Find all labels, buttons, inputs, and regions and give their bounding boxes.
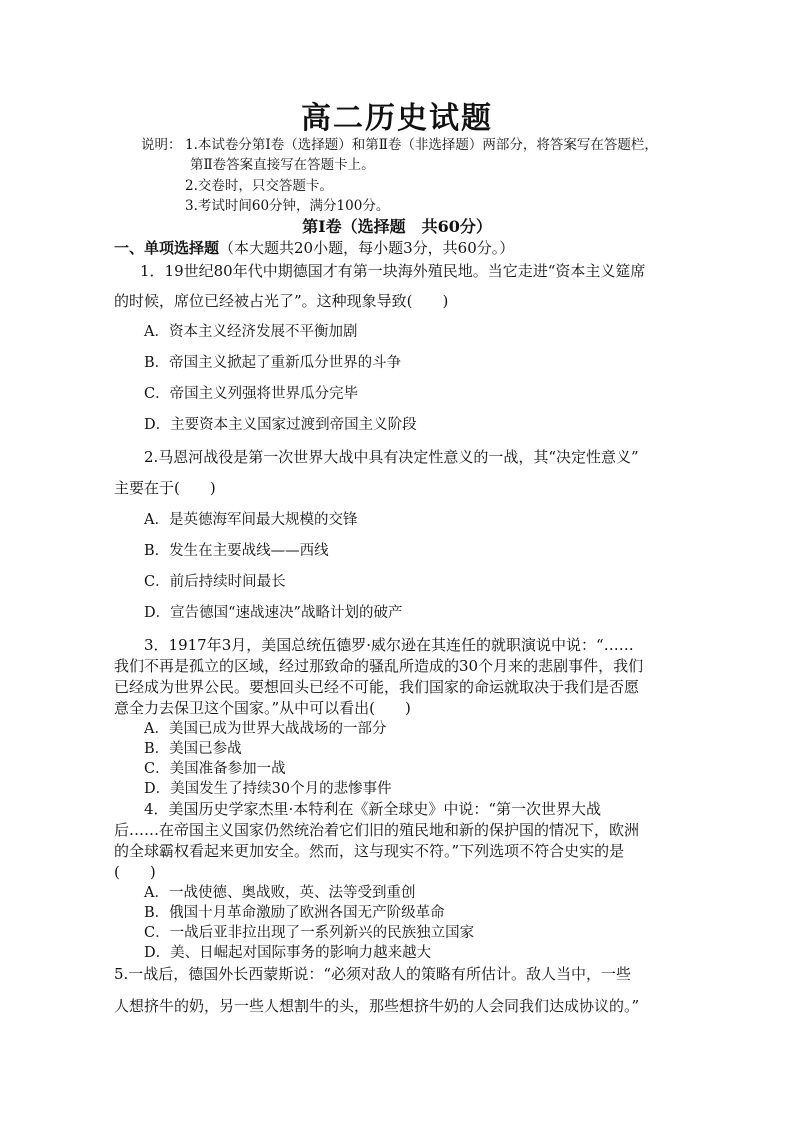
q2-option-a: A．是英德海军间最大规模的交锋 (144, 512, 358, 528)
q4-line-1: 4．美国历史学家杰里·本特利在《新全球史》中说：“第一次世界大战 (144, 800, 601, 818)
q3-option-b: B．美国已参战 (144, 741, 242, 757)
q3-option-a: A．美国已成为世界大战战场的一部分 (144, 721, 387, 737)
q3-line-2: 我们不再是孤立的区域，经过那致命的骚乱所造成的30个月来的悲剧事件，我们 (114, 657, 644, 675)
note-1a: 1.本试卷分第Ⅰ卷（选择题）和第Ⅱ卷（非选择题）两部分，将答案写在答题栏， (185, 137, 658, 153)
q1-option-b: B．帝国主义掀起了重新瓜分世界的斗争 (144, 355, 402, 371)
q5-line-1: 5.一战后，德国外长西蒙斯说：“必须对敌人的策略有所估计。敌人当中，一些 (114, 965, 631, 983)
section-title: 第Ⅰ卷（选择题 共60分） (302, 217, 492, 236)
q4-option-c: C．一战后亚非拉出现了一系列新兴的民族独立国家 (144, 925, 475, 941)
note-1b: 第Ⅱ卷答案直接写在答题卡上。 (190, 157, 375, 173)
notes-label: 说明： (141, 137, 182, 153)
q1-line-1: 1．19世纪80年代中期德国才有第一块海外殖民地。当它走进“资本主义筵席 (140, 262, 646, 280)
q3-line-4: 意全力去保卫这个国家。”从中可以看出( ) (114, 699, 411, 717)
part-label: 一、单项选择题 (114, 239, 220, 257)
page-title: 高二历史试题 (301, 101, 493, 136)
q3-line-1: 3．1917年3月，美国总统伍德罗·威尔逊在其连任的就职演说中说：“…… (144, 636, 634, 654)
q2-option-c: C．前后持续时间最长 (144, 574, 286, 590)
q2-option-d: D．宣告德国“速战速决”战略计划的破产 (144, 605, 403, 621)
note-3: 3.考试时间60分钟，满分100分。 (185, 198, 390, 214)
q1-option-c: C．帝国主义列强将世界瓜分完毕 (144, 386, 359, 402)
q4-line-4: ( ) (114, 863, 156, 881)
q4-option-b: B．俄国十月革命激励了欧洲各国无产阶级革命 (144, 905, 445, 921)
part-heading (114, 237, 514, 258)
q4-line-3: 的全球霸权看起来更加安全。然而，这与现实不符。”下列选项不符合史实的是 (114, 842, 625, 860)
q2-line-2: 主要在于( ) (114, 479, 216, 497)
q1-option-d: D．主要资本主义国家过渡到帝国主义阶段 (144, 417, 417, 433)
q1-option-a: A．资本主义经济发展不平衡加剧 (144, 324, 358, 340)
q4-line-2: 后……在帝国主义国家仍然统治着它们旧的殖民地和新的保护国的情况下，欧洲 (114, 821, 640, 839)
q3-option-d: D．美国发生了持续30个月的悲惨事件 (144, 781, 392, 797)
q4-option-a: A．一战使德、奥战败，英、法等受到重创 (144, 885, 416, 901)
part-desc: （本大题共20小题，每小题3分，共60分。） (219, 239, 515, 257)
q4-option-d: D．美、日崛起对国际事务的影响力越来越大 (144, 945, 432, 961)
note-2: 2.交卷时，只交答题卡。 (185, 178, 333, 194)
q1-line-2: 的时候，席位已经被占光了”。这种现象导致( ) (114, 292, 449, 310)
q3-option-c: C．美国准备参加一战 (144, 761, 286, 777)
q3-line-3: 已经成为世界公民。要想回头已经不可能，我们国家的命运就取决于我们是否愿 (114, 678, 640, 696)
q2-line-1: 2.马恩河战役是第一次世界大战中具有决定性意义的一战，其“决定性意义” (144, 448, 639, 466)
q5-line-2: 人想挤牛的奶，另一些人想割牛的头，那些想挤牛奶的人会同我们达成协议的。” (114, 997, 640, 1015)
q2-option-b: B．发生在主要战线——西线 (144, 543, 329, 559)
